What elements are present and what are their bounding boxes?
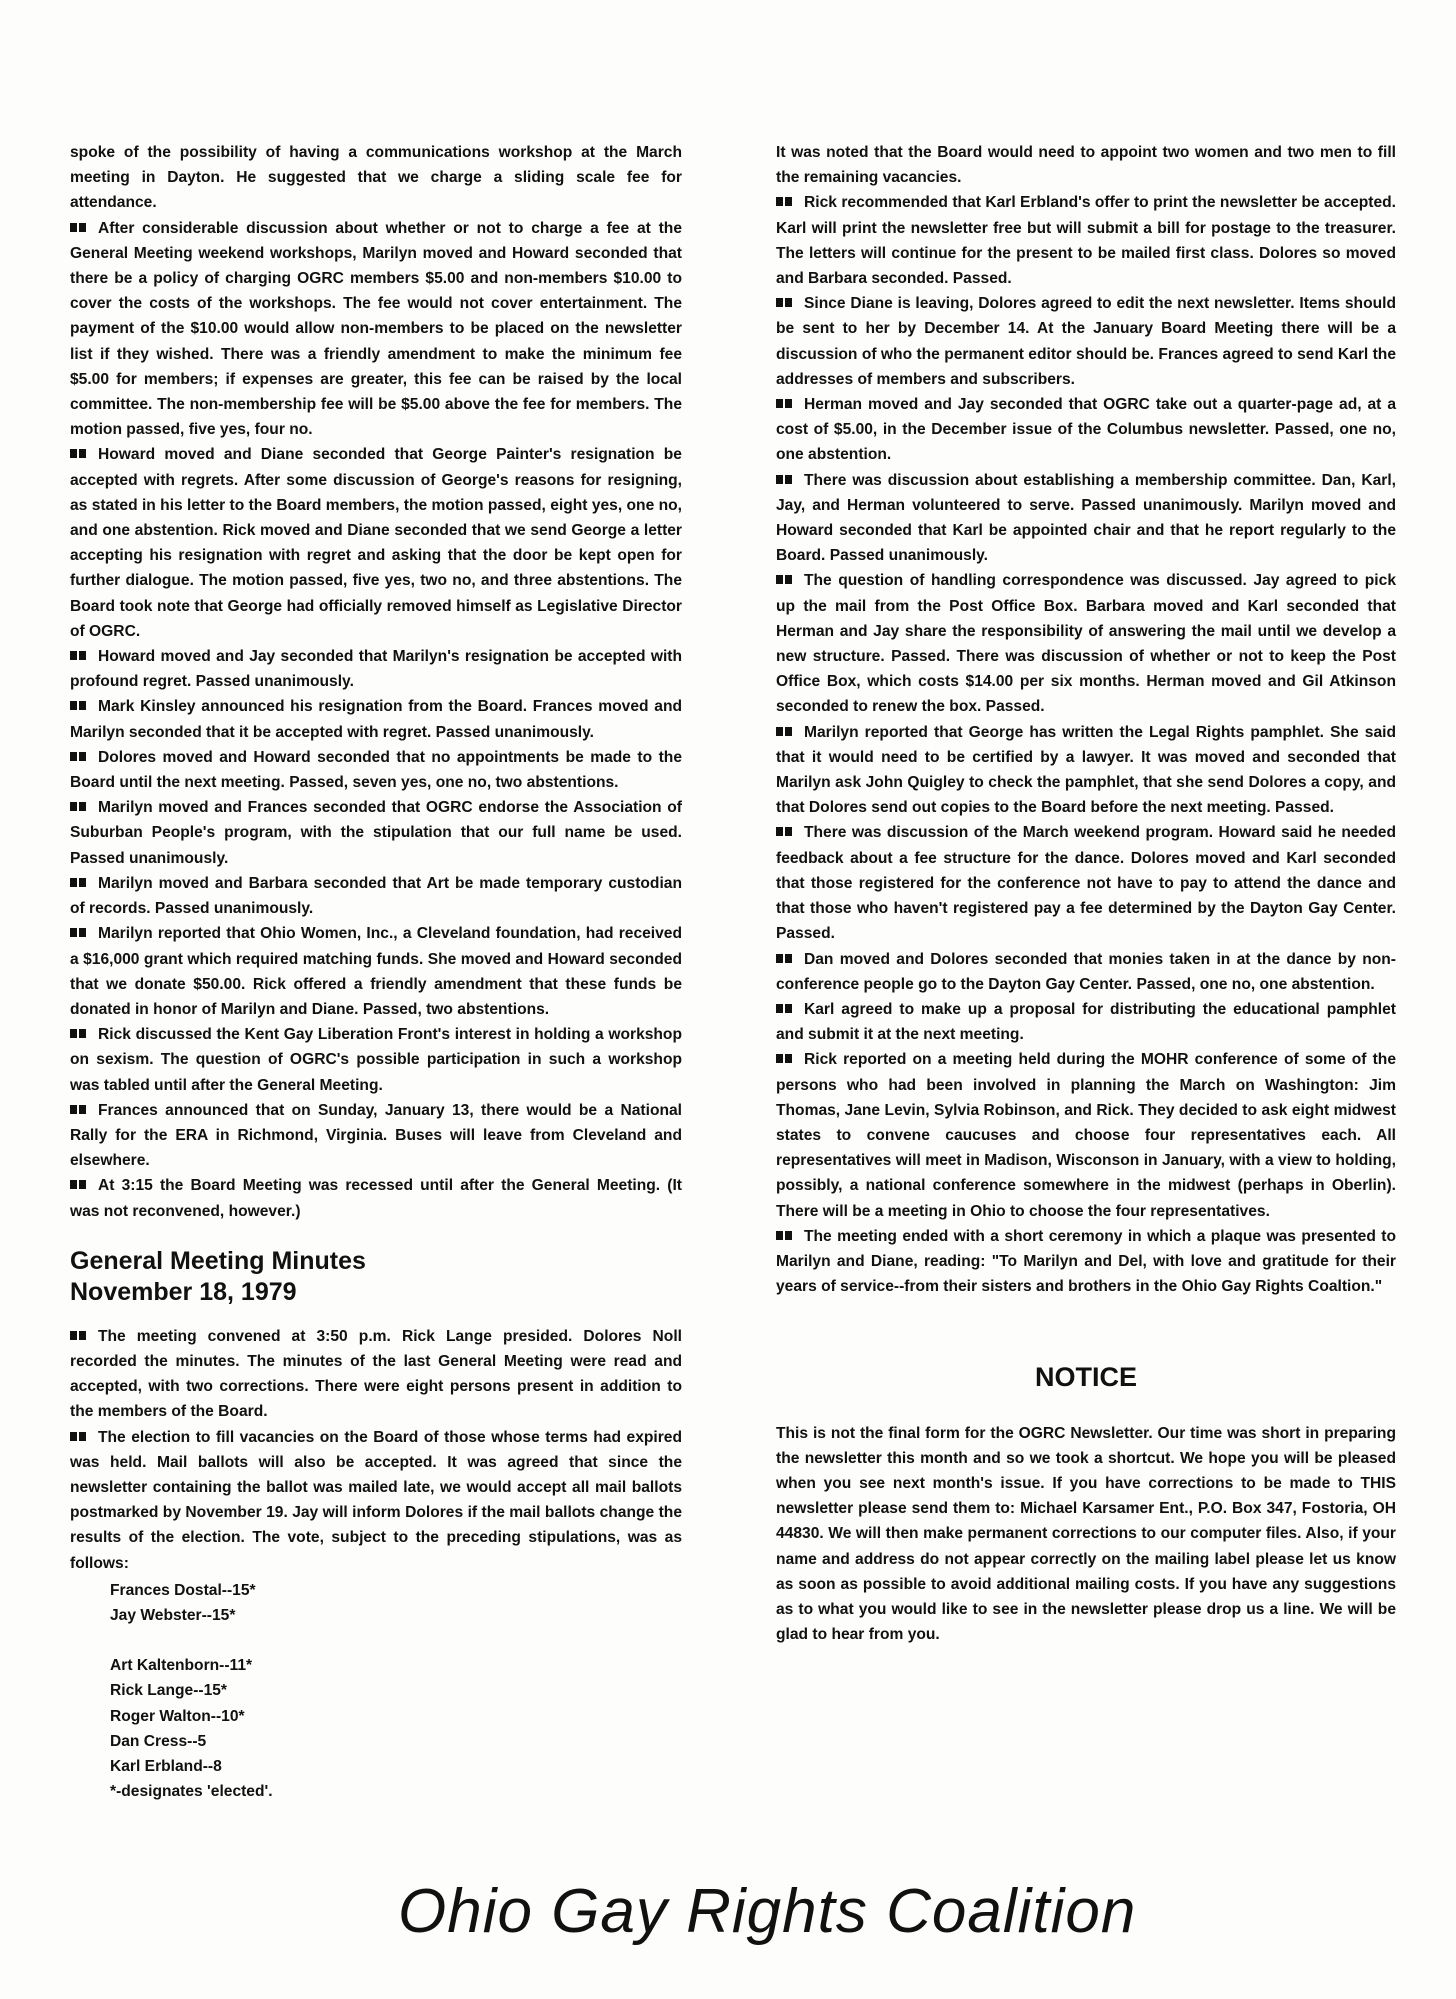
- bullet-icon: [70, 1432, 88, 1441]
- vote-entry: Dan Cress--5: [110, 1732, 207, 1750]
- paragraph: Marilyn reported that George has written the Legal Rights pamphlet. She said that it would need to be certified by a lawyer. It was moved and seconded that Marilyn ask John Quigley to check the pamphlet, that she send Dolores a copy, and that Dolores send out copies to the Board before the next meeting. Passed.: [776, 723, 1396, 817]
- section-heading-date: November 18, 1979: [70, 1277, 297, 1306]
- bullet-icon: [70, 701, 88, 710]
- paragraph: Howard moved and Diane seconded that George Painter's resignation be accepted with regrets. After some discussion of George's reasons for resigning, as stated in his letter to the Board members, the motion passed, eight yes, one no, and one abstention. Rick moved and Diane seconded that we send George a letter accepting his resignation with regret and asking that the door be kept open for further dialogue. The motion passed, five yes, two no, and three abstentions. The Board took note that George had officially removed himself as Legislative Director of OGRC.: [70, 446, 682, 640]
- bullet-icon: [776, 1231, 794, 1240]
- bullet-icon: [70, 651, 88, 660]
- vote-entry: Frances Dostal--15*: [110, 1581, 256, 1599]
- bullet-icon: [776, 827, 794, 836]
- paragraph: The meeting ended with a short ceremony in which a plaque was presented to Marilyn and Diane, reading: "To Marilyn and Del, with love and gratitude for their years of service--from their sisters and brothers in the Ohio Gay Rights Coaltion.": [776, 1227, 1396, 1296]
- paragraph: Marilyn moved and Barbara seconded that Art be made temporary custodian of records. Passed unanimously.: [70, 874, 682, 918]
- bullet-icon: [776, 197, 794, 206]
- vote-results: [110, 1578, 682, 1805]
- section-heading: [70, 1246, 682, 1308]
- bullet-icon: [776, 727, 794, 736]
- vote-footnote: *-designates 'elected'.: [110, 1783, 273, 1801]
- paragraph: Dan moved and Dolores seconded that monies taken in at the dance by non-conference people go to the Dayton Gay Center. Passed, one no, one abstention.: [776, 950, 1396, 993]
- bullet-icon: [776, 298, 794, 307]
- notice-text: This is not the final form for the OGRC Newsletter. Our time was short in preparing the newsletter this month and so we took a shortcut. We hope you will be pleased when you see next month's issue. If you have corrections to be made to THIS newsletter please send them to: Michael Karsamer Ent., P.O. Box 347, Fostoria, OH 44830. We will then make permanent corrections to our computer files. Also, if your name and address do not appear correctly on the mailing label please let us know as soon as possible to avoid additional mailing costs. If you have any suggestions as to what you would like to see in the newsletter please drop us a line. We will be glad to hear from you.: [776, 1424, 1396, 1644]
- bullet-icon: [70, 1105, 88, 1114]
- paragraph: Frances announced that on Sunday, January 13, there would be a National Rally for the ERA in Richmond, Virginia. Buses will leave from Cleveland and elsewhere.: [70, 1101, 682, 1170]
- paragraph: Since Diane is leaving, Dolores agreed to edit the next newsletter. Items should be sent to her by December 14. At the January Board Meeting there will be a discussion of who the permanent editor should be. Frances agreed to send Karl the addresses of members and subscribers.: [776, 295, 1396, 388]
- bullet-icon: [70, 449, 88, 458]
- paragraph: The meeting convened at 3:50 p.m. Rick Lange presided. Dolores Noll recorded the minutes. The minutes of the last General Meeting were read and accepted, with two corrections. There were eight persons present in addition to the members of the Board.: [70, 1327, 682, 1421]
- paragraph: Howard moved and Jay seconded that Marilyn's resignation be accepted with profound regret. Passed unanimously.: [70, 648, 682, 691]
- bullet-icon: [70, 1331, 88, 1340]
- vote-entry: Karl Erbland--8: [110, 1757, 222, 1775]
- paragraph: Dolores moved and Howard seconded that no appointments be made to the Board until the next meeting. Passed, seven yes, one no, two abstentions.: [70, 748, 682, 792]
- paragraph: Rick reported on a meeting held during the MOHR conference of some of the persons who had been involved in planning the March on Washington: Jim Thomas, Jane Levin, Sylvia Robinson, and Rick. They decided to ask eight midwest states to convene caucuses and choose four representatives each. All representatives will meet in Madison, Wisconson in January, with a view to holding, possibly, a national conference somewhere in the midwest (perhaps in Oberlin). There will be a meeting in Ohio to choose the four representatives.: [776, 1051, 1396, 1220]
- paragraph: Marilyn moved and Frances seconded that OGRC endorse the Association of Suburban People's program, with the stipulation that our full name be used. Passed unanimously.: [70, 799, 682, 867]
- paragraph: Rick recommended that Karl Erbland's offer to print the newsletter be accepted. Karl will print the newsletter free but will submit a bill for postage to the treasurer. The letters will continue for the present to be mailed first class. Dolores so moved and Barbara seconded. Passed.: [776, 194, 1396, 288]
- paragraph: There was discussion about establishing a membership committee. Dan, Karl, Jay, and Herman volunteered to serve. Passed unanimously. Marilyn moved and Howard seconded that Karl be appointed chair and that he report regularly to the Board. Passed unanimously.: [776, 471, 1396, 565]
- bullet-icon: [70, 752, 88, 761]
- paragraph: Rick discussed the Kent Gay Liberation Front's interest in holding a workshop on sexism. The question of OGRC's possible participation in such a workshop was tabled until after the General Meeting.: [70, 1026, 682, 1094]
- bullet-icon: [776, 399, 794, 408]
- vote-entry: Rick Lange--15*: [110, 1682, 227, 1700]
- bullet-icon: [776, 954, 794, 963]
- bullet-icon: [70, 1180, 88, 1189]
- right-column: [776, 140, 1396, 1647]
- paragraph: spoke of the possibility of having a communications workshop at the March meeting in Dayton. He suggested that we charge a sliding scale fee for attendance.: [70, 144, 682, 212]
- vote-entry: Art Kaltenborn--11*: [110, 1657, 253, 1675]
- bullet-icon: [776, 1054, 794, 1063]
- paragraph: After considerable discussion about whether or not to charge a fee at the General Meeting weekend workshops, Marilyn moved and Howard seconded that there be a policy of charging OGRC members $5.00 and non-members $10.00 to cover the costs of the workshops. The fee would not cover entertainment. The payment of the $10.00 would allow non-members to be placed on the newsletter list if they wished. There was a friendly amendment to make the minimum fee $5.00 for members; if expenses are greater, this fee can be raised by the local committee. The non-membership fee will be $5.00 above the fee for members. The motion passed, five yes, four no.: [70, 219, 682, 439]
- bullet-icon: [70, 223, 88, 232]
- paragraph: The question of handling correspondence was discussed. Jay agreed to pick up the mail from the Post Office Box. Barbara moved and Karl seconded that Herman and Jay share the responsibility of answering the mail until we develop a new structure. Passed. There was discussion of whether or not to keep the Post Office Box, which costs $14.00 per six months. Herman moved and Gil Atkinson seconded to renew the box. Passed.: [776, 572, 1396, 716]
- paragraph: The election to fill vacancies on the Board of those whose terms had expired was held. Mail ballots will also be accepted. It was agreed that since the newsletter containing the ballot was mailed late, we would accept all mail ballots postmarked by November 19. Jay will inform Dolores if the mail ballots change the results of the election. The vote, subject to the preceding stipulations, was as follows:: [70, 1428, 682, 1572]
- left-column: [70, 140, 682, 1804]
- vote-entry: Roger Walton--10*: [110, 1707, 245, 1725]
- paragraph: Karl agreed to make up a proposal for distributing the educational pamphlet and submit it at the next meeting.: [776, 1000, 1396, 1044]
- vote-entry: Jay Webster--15*: [110, 1606, 236, 1624]
- section-heading-title: General Meeting Minutes: [70, 1246, 366, 1275]
- notice-title: NOTICE: [1034, 1362, 1137, 1393]
- bullet-icon: [70, 878, 88, 887]
- paragraph: At 3:15 the Board Meeting was recessed until after the General Meeting. (It was not reconvened, however.): [70, 1177, 682, 1220]
- footer-masthead: Ohio Gay Rights Coalition: [398, 1877, 1137, 1946]
- paragraph: Mark Kinsley announced his resignation from the Board. Frances moved and Marilyn seconded that it be accepted with regret. Passed unanimously.: [70, 698, 682, 741]
- paragraph: Herman moved and Jay seconded that OGRC take out a quarter-page ad, at a cost of $5.00, in the December issue of the Columbus newsletter. Passed, one no, one abstention.: [776, 396, 1396, 464]
- paragraph: Marilyn reported that Ohio Women, Inc., a Cleveland foundation, had received a $16,000 grant which required matching funds. She moved and Howard seconded that we donate $50.00. Rick offered a friendly amendment that these funds be donated in honor of Marilyn and Diane. Passed, two abstentions.: [70, 925, 682, 1018]
- bullet-icon: [776, 1004, 794, 1013]
- bullet-icon: [70, 802, 88, 811]
- paragraph: It was noted that the Board would need to appoint two women and two men to fill the remaining vacancies.: [776, 144, 1396, 187]
- bullet-icon: [70, 1029, 88, 1038]
- bullet-icon: [776, 575, 794, 584]
- bullet-icon: [70, 928, 88, 937]
- bullet-icon: [776, 475, 794, 484]
- paragraph: There was discussion of the March weekend program. Howard said he needed feedback about a fee structure for the dance. Dolores moved and Karl seconded that those registered for the conference not have to pay to attend the dance and that those who haven't registered pay a fee determined by the Dayton Gay Center. Passed.: [776, 824, 1396, 943]
